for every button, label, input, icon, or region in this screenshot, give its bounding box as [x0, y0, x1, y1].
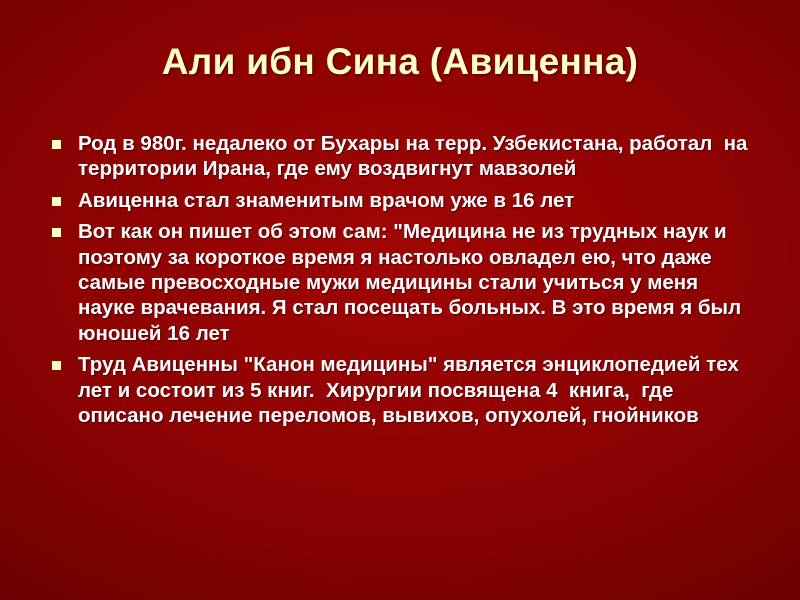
list-item [44, 219, 760, 346]
square-bullet-icon [52, 361, 61, 370]
page-title: Али ибн Сина (Авиценна) [161, 41, 639, 82]
list-item-text: Авиценна стал знаменитым врачом уже в 16 лет [78, 188, 575, 212]
square-bullet-icon [52, 140, 61, 149]
list-item-text: Труд Авиценны "Канон медицины" является энциклопедией тех лет и состоит из 5 книг. Хирургии посвящена 4 книга, где описано лечение переломов, вывихов, опухолей, гнойников [78, 353, 745, 428]
square-bullet-icon [52, 197, 61, 206]
list-item [44, 188, 760, 213]
bullet-list [44, 131, 760, 428]
list-item [44, 131, 760, 182]
square-bullet-icon [52, 228, 61, 237]
list-item [44, 352, 760, 428]
list-item-text: Вот как он пишет об этом сам: "Медицина не из трудных наук и поэтому за короткое время я настолько овладел ею, что даже самые превосходные мужи медицины стали учиться у меня науке врачевания. Я стал посещать больных. В это время я был юношей 16 лет [78, 220, 747, 345]
list-item-text: Род в 980г. недалеко от Бухары на терр. Узбекистана, работал на территории Ирана, где ему воздвигнут мавзолей [78, 132, 754, 181]
slide-body [44, 131, 760, 434]
